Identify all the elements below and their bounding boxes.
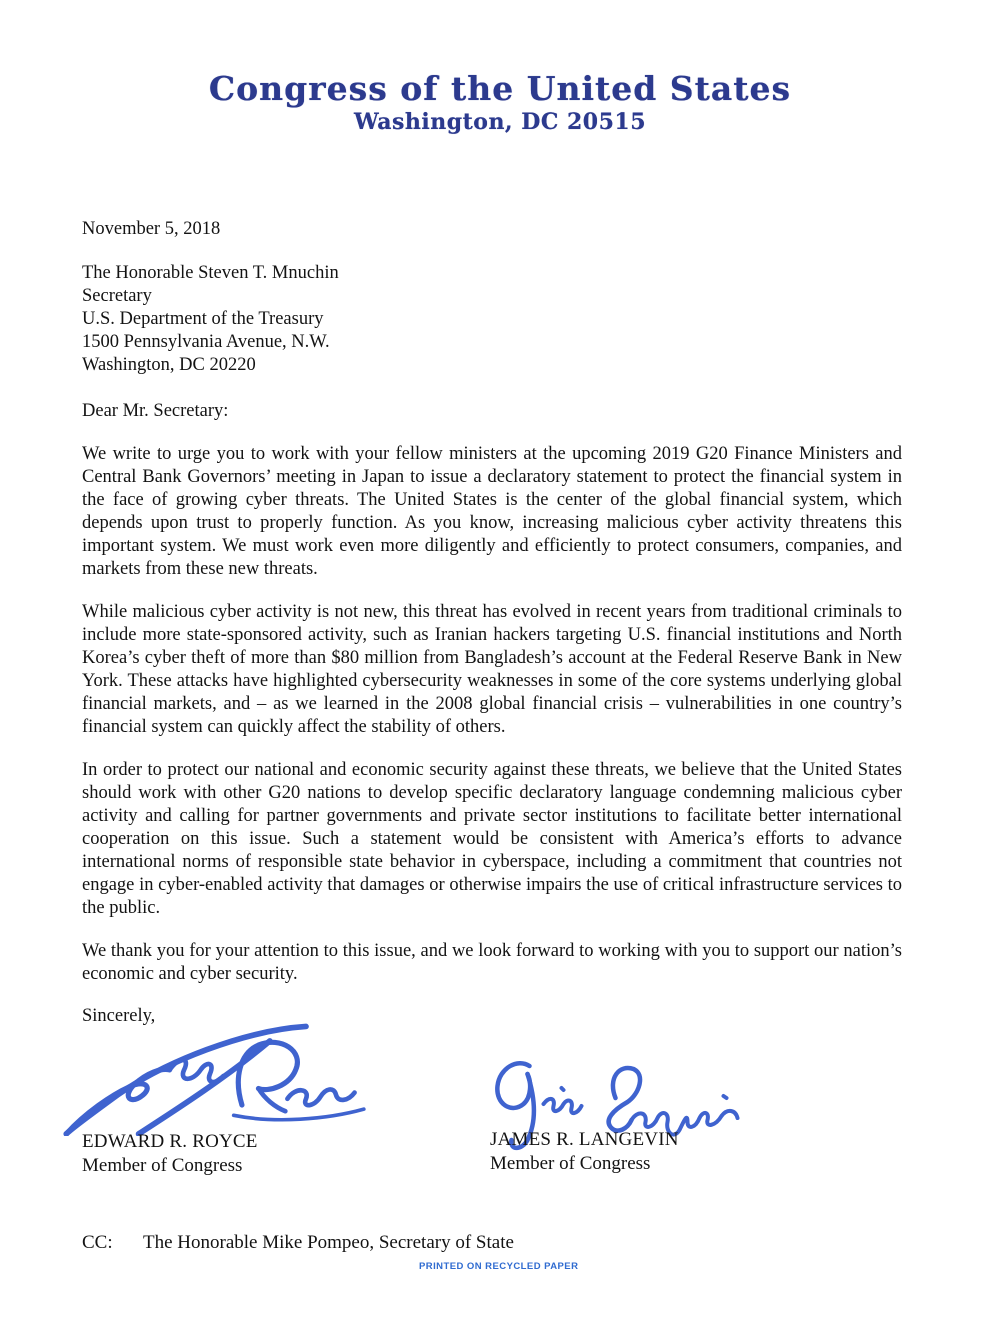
salutation: Dear Mr. Secretary: [82,401,229,421]
recipient-address [82,262,902,377]
signer-name-langevin: JAMES R. LANGEVIN [490,1129,679,1150]
signature-row [82,1028,902,1178]
address-line: U.S. Department of the Treasury [82,309,324,329]
address-line: The Honorable Steven T. Mnuchin [82,263,339,283]
cc-line [82,1231,902,1254]
letterhead-title: Congress of the United States [208,69,792,108]
address-line: Washington, DC 20220 [82,355,256,375]
letterhead [0,0,1000,135]
letterhead-subtitle: Washington, DC 20515 [353,109,647,135]
date-line: November 5, 2018 [82,219,221,239]
signature-block-royce [82,1028,490,1178]
closing-sincerely: Sincerely, [82,1006,156,1026]
paragraph-1: We write to urge you to work with your fellow ministers at the upcoming 2019 G20 Finance Ministers and Central Bank Governors’ meeting in Japan to issue a declaratory statement to protect the financial system in the face of growing cyber threats. The United States is the center of the global financial system, which depends upon trust to properly function. As you know, increasing malicious cyber activity threatens this important system. We must work even more diligently and efficiently to protect consumers, companies, and markets from these new threats. [82,444,902,579]
paragraph-3: In order to protect our national and economic security against these threats, we believe that the United States should work with other G20 nations to develop specific declaratory language condemning malicious cyber activity and calling for partner governments and private sector institutions to facilitate better international cooperation on this issue. Such a statement would be consistent with America’s efforts to advance international norms of responsible state behavior in cyberspace, including a commitment that countries not engage in cyber-enabled activity that damages or otherwise impairs the use of critical infrastructure services to the public. [82,760,902,918]
letter-body [0,218,1000,1278]
cc-text: The Honorable Mike Pompeo, Secretary of State [143,1232,514,1253]
royce-signature [58,1012,368,1136]
signer-title-royce: Member of Congress [82,1155,243,1176]
paragraph-2: While malicious cyber activity is not new, this threat has evolved in recent years from traditional criminals to include more state-sponsored activity, such as Iranian hackers targeting U.S. financial institutions and North Korea’s cyber theft of more than $80 million from Bangladesh’s account at the Federal Reserve Bank in New York. These attacks have highlighted cybersecurity weaknesses in some of the core systems underlying global financial markets, and – as we learned in the 2008 global financial crisis – vulnerabilities in one country’s financial system can quickly affect the stability of others. [82,602,902,737]
recycled-paper-note: PRINTED ON RECYCLED PAPER [419,1261,579,1272]
signature-block-langevin [490,1028,902,1176]
address-line: 1500 Pennsylvania Avenue, N.W. [82,332,330,352]
paragraph-4: We thank you for your attention to this issue, and we look forward to working with you to support our nation’s economic and cyber security. [82,941,902,984]
signer-name-royce: EDWARD R. ROYCE [82,1131,258,1152]
cc-label: CC: [82,1232,113,1253]
address-line: Secretary [82,286,152,306]
signer-title-langevin: Member of Congress [490,1153,651,1174]
